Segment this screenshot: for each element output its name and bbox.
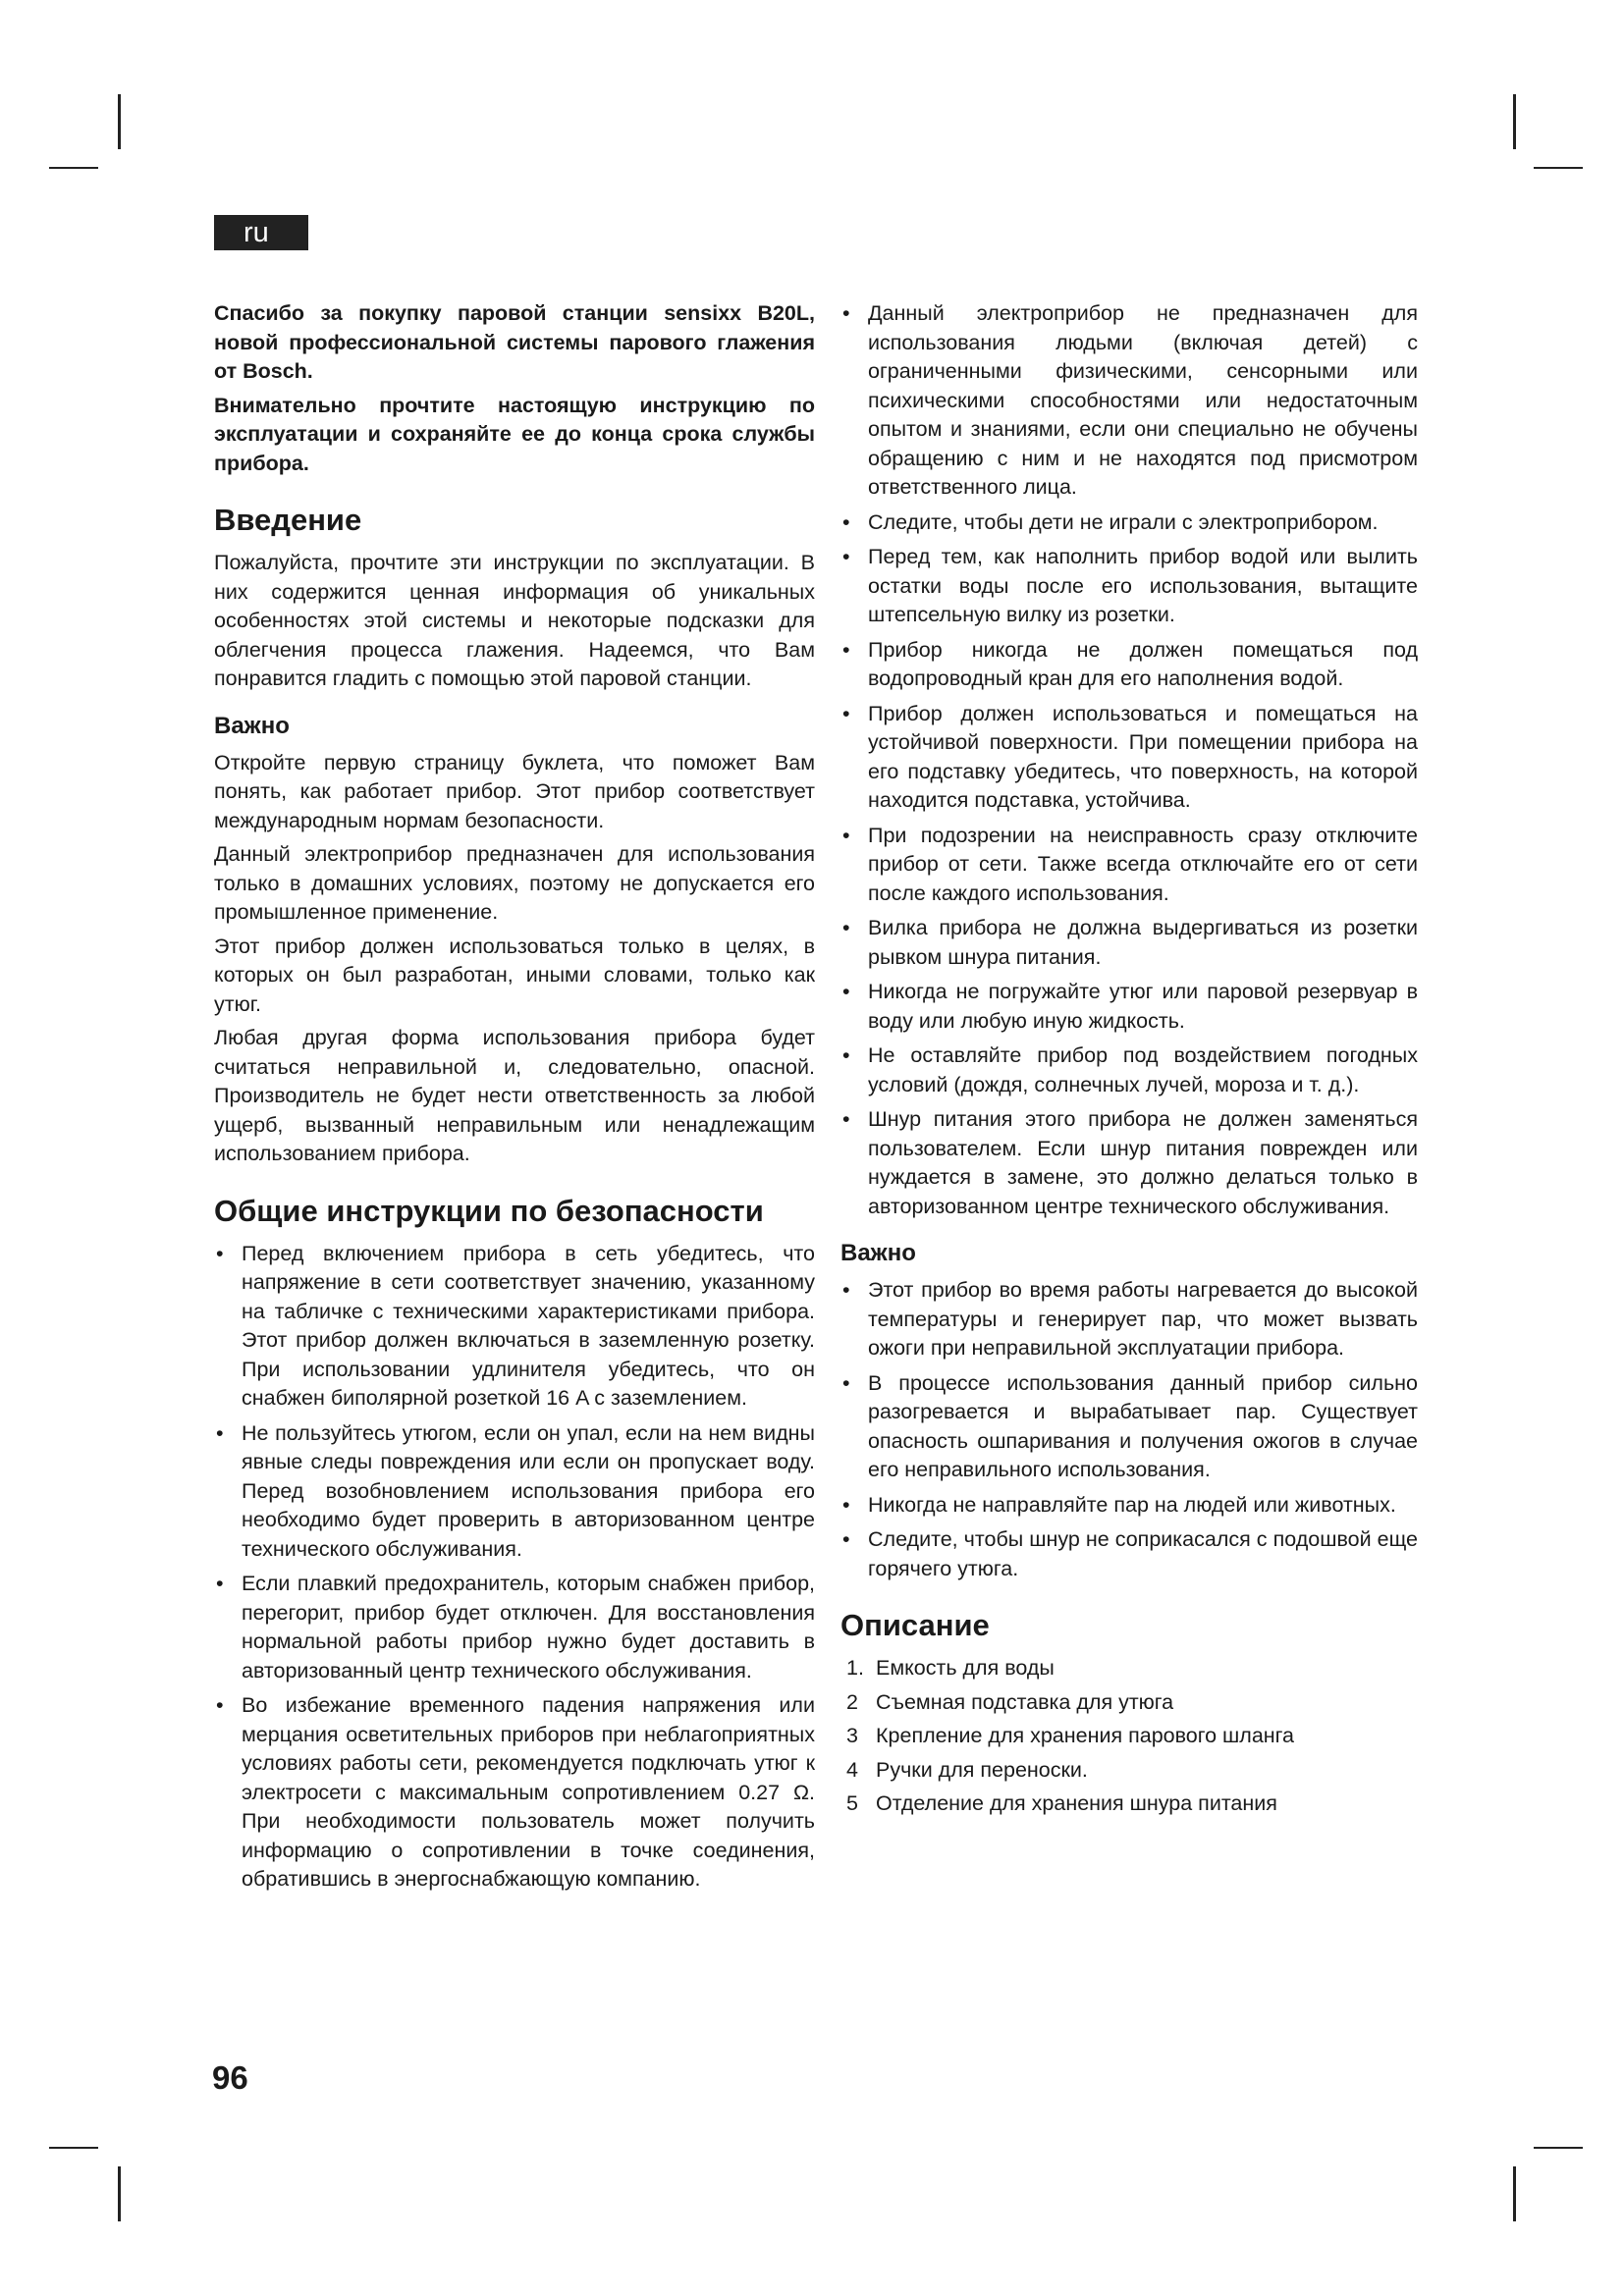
item-number: 1.: [846, 1656, 864, 1680]
description-list: [840, 1654, 1418, 1819]
important-item: • В процессе использования данный прибор сильно разогревается и вырабатывает пар. Существует опасность ошпаривания и получения ожогов в случае его неправильного использования.: [840, 1369, 1418, 1485]
important-paragraph: Этот прибор должен использоваться только в целях, в которых он был разработан, иными словами, только как утюг.: [214, 934, 815, 1016]
safety-item: • Перед тем, как наполнить прибор водой или вылить остатки воды после его использования, вытащите штепсельную вилку из розетки.: [840, 543, 1418, 630]
intro-thanks: Спасибо за покупку паровой станции sensixx B20L, новой профессиональной системы парового глажения от Bosch.: [214, 301, 815, 383]
item-number: 3: [846, 1724, 858, 1747]
safety-item: • Не оставляйте прибор под воздействием погодных условий (дождя, солнечных лучей, мороза и т. д.).: [840, 1041, 1418, 1099]
safety-item: • Если плавкий предохранитель, которым снабжен прибор, перегорит, прибор будет отключен. Для восстановления нормальной работы прибор нужно будет доставить в авторизованный центр технического обслуживания.: [214, 1570, 815, 1685]
crop-mark: [1513, 2166, 1516, 2221]
item-number: 4: [846, 1757, 858, 1782]
safety-item: • Следите, чтобы дети не играли с электроприбором.: [840, 508, 1418, 538]
safety-item: • Не пользуйтесь утюгом, если он упал, если на нем видны явные следы повреждения или если он пропускает воду. Перед возобновлением использования прибора его необходимо будет проверить в авторизованном центре технического обслуживания.: [214, 1419, 815, 1565]
section-title-safety: Общие инструкции по безопасности: [214, 1193, 764, 1228]
crop-mark: [1534, 2147, 1583, 2149]
description-item: [840, 1654, 1418, 1683]
item-text: Ручки для переноски.: [876, 1757, 1088, 1782]
safety-item: • Вилка прибора не должна выдергиваться из розетки рывком шнура питания.: [840, 914, 1418, 972]
subsection-title-important: Важно: [840, 1240, 916, 1266]
safety-item: • Данный электроприбор не предназначен для использования людьми (включая детей) с ограниченными физическими, сенсорными или психическими способностями или недостаточным опытом и знаниями, если они специально не обучены обращению с ним и не находятся под присмотром ответственного лица.: [840, 299, 1418, 503]
safety-item: • Шнур питания этого прибора не должен заменяться пользователем. Если шнур питания поврежден или нуждается в замене, это должно делаться только в авторизованном центре технического обслуживания.: [840, 1105, 1418, 1221]
language-tab: ru: [214, 215, 308, 250]
section-title-description: Описание: [840, 1608, 990, 1642]
important-paragraph: Откройте первую страницу буклета, что поможет Вам понять, как работает прибор. Этот прибор соответствует международным нормам безопасности.: [214, 750, 815, 832]
safety-item: • Прибор никогда не должен помещаться под водопроводный кран для его наполнения водой.: [840, 636, 1418, 694]
crop-mark: [118, 94, 121, 149]
description-item: [840, 1722, 1418, 1751]
item-number: 2: [846, 1689, 858, 1714]
description-item: [840, 1756, 1418, 1786]
safety-list-continued: [840, 299, 1418, 1221]
right-column: [840, 299, 1418, 1824]
introduction-text: Пожалуйста, прочтите эти инструкции по эксплуатации. В них содержится ценная информация об уникальных особенностях этой системы и некоторые подсказки для облегчения процесса глажения. Надеемся, что Вам понравится гладить с помощью этой паровой станции.: [214, 551, 815, 690]
item-text: Съемная подставка для утюга: [876, 1689, 1174, 1714]
important-paragraph: Данный электроприбор предназначен для использования только в домашних условиях, поэтому не допускается его промышленное применение.: [214, 842, 815, 924]
page-number: 96: [212, 2059, 248, 2096]
intro-read-instructions: Внимательно прочтите настоящую инструкцию по эксплуатации и сохраняйте ее до конца срока службы прибора.: [214, 393, 815, 475]
safety-item: • Перед включением прибора в сеть убедитесь, что напряжение в сети соответствует значению, указанному на табличке с техническими характеристиками прибора. Этот прибор должен включаться в заземленную розетку. При использовании удлинителя убедитесь, что он снабжен биполярной розеткой 16 A с заземлением.: [214, 1240, 815, 1414]
description-item: [840, 1688, 1418, 1718]
item-number: 5: [846, 1791, 858, 1815]
item-text: Отделение для хранения шнура питания: [876, 1791, 1277, 1815]
description-item: [840, 1789, 1418, 1819]
safety-list: [214, 1240, 815, 1895]
crop-mark: [118, 2166, 121, 2221]
subsection-title-important: Важно: [214, 712, 290, 739]
important-item: • Этот прибор во время работы нагревается до высокой температуры и генерирует пар, что может вызвать ожоги при неправильной эксплуатации прибора.: [840, 1276, 1418, 1363]
important-item: • Никогда не направляйте пар на людей или животных.: [840, 1491, 1418, 1521]
section-title-introduction: Введение: [214, 503, 362, 537]
safety-item: • Никогда не погружайте утюг или паровой резервуар в воду или любую иную жидкость.: [840, 978, 1418, 1036]
safety-item: • Прибор должен использоваться и помещаться на устойчивой поверхности. При помещении прибора на его подставку убедитесь, что поверхность, на которой находится подставка, устойчива.: [840, 700, 1418, 816]
crop-mark: [1513, 94, 1516, 149]
safety-item: • Во избежание временного падения напряжения или мерцания осветительных приборов при неблагоприятных условиях работы сети, рекомендуется подключать утюг к электросети с максимальным сопротивлением 0.27 Ω. При необходимости пользователь может получить информацию о сопротивлении в точке соединения, обратившись в энергоснабжающую компанию.: [214, 1691, 815, 1895]
important-list: [840, 1276, 1418, 1583]
crop-mark: [49, 2147, 98, 2149]
important-paragraph: Любая другая форма использования прибора будет считаться неправильной и, следовательно, опасной. Производитель не будет нести ответственность за любой ущерб, вызванный неправильным или ненадлежащим использованием прибора.: [214, 1026, 815, 1165]
safety-item: • При подозрении на неисправность сразу отключите прибор от сети. Также всегда отключайте его от сети после каждого использования.: [840, 822, 1418, 909]
crop-mark: [49, 167, 98, 169]
crop-mark: [1534, 167, 1583, 169]
item-text: Крепление для хранения парового шланга: [876, 1724, 1295, 1747]
item-text: Емкость для воды: [876, 1656, 1055, 1680]
left-column: [214, 299, 815, 1900]
important-item: • Следите, чтобы шнур не соприкасался с подошвой еще горячего утюга.: [840, 1525, 1418, 1583]
